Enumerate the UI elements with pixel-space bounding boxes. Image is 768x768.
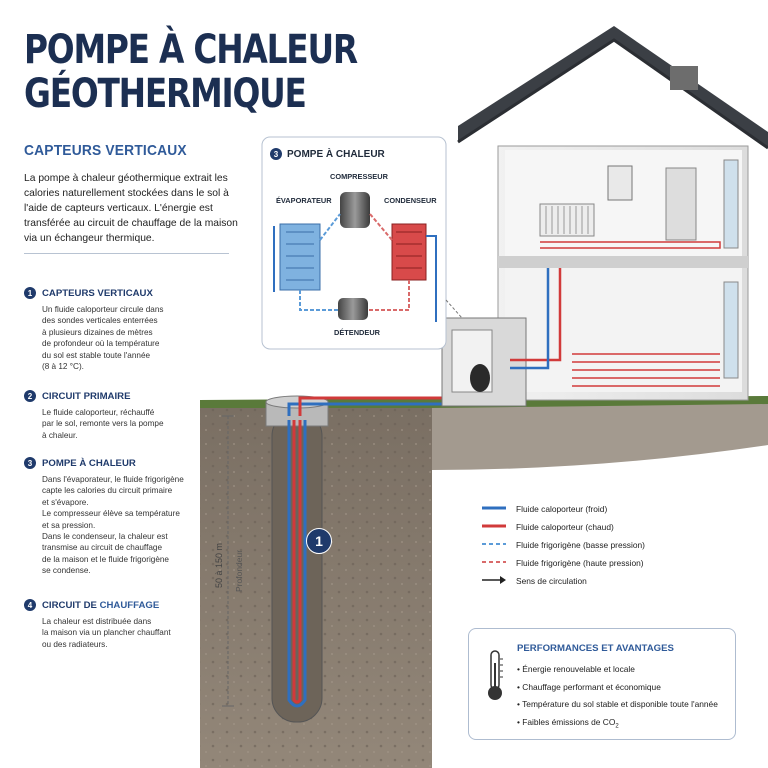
legend-label: Fluide frigorigène (basse pression) bbox=[516, 540, 645, 550]
legend-label: Fluide frigorigène (haute pression) bbox=[516, 558, 644, 568]
performance-item: • Chauffage performant et économique bbox=[517, 679, 718, 697]
condenser-label: CONDENSEUR bbox=[384, 196, 437, 205]
page-title-line2: GÉOTHERMIQUE bbox=[24, 71, 306, 117]
intro-text: La pompe à chaleur géothermique extrait les calories naturellement stockées dans le sol à l'aide de capteurs verticaux. L'énergie est transférée au circuit de chauffage de la maison via un échangeur thermique. bbox=[24, 173, 238, 244]
depth-label: 50 à 150 m bbox=[214, 542, 224, 588]
legend-item bbox=[516, 554, 645, 572]
step-3-title: POMPE À CHALEUR bbox=[42, 457, 136, 469]
step-3-desc: Dans l'évaporateur, le fluide frigorigène capte les calories du circuit primaire et s'évapore. Le compresseur élève sa température et sa pression. Dans le condenseur, la chaleur est transmise au circuit de chauffage de la maison et le fluide frigorigène se condense. bbox=[42, 475, 184, 576]
step-3-badge: 3 bbox=[24, 457, 36, 469]
performance-item: • Température du sol stable et disponible toute l'année bbox=[517, 696, 718, 714]
legend-item bbox=[516, 536, 645, 554]
legend-label: Fluide caloporteur (chaud) bbox=[516, 522, 614, 532]
step-4-title-b: CHAUFFAGE bbox=[99, 599, 160, 611]
inset-badge: 3 bbox=[270, 148, 282, 160]
performance-list bbox=[517, 661, 718, 731]
legend-item bbox=[516, 500, 645, 518]
co2-text: Faibles émissions de CO bbox=[522, 716, 616, 727]
step-1-badge: 1 bbox=[24, 287, 36, 299]
performance-item-co2 bbox=[517, 714, 718, 732]
step-1-desc: Un fluide caloporteur circule dans des sondes verticales enterrées à plusieurs dizaines de mètres de profondeur où la température du sol est stable toute l'année (8 à 12 °C). bbox=[42, 305, 164, 372]
step-4-badge: 4 bbox=[24, 599, 36, 611]
co2-subscript: 2 bbox=[615, 723, 619, 730]
performance-item: • Énergie renouvelable et locale bbox=[517, 661, 718, 679]
legend-label: Fluide caloporteur (froid) bbox=[516, 504, 608, 514]
legend-label: Sens de circulation bbox=[516, 576, 587, 586]
inset-title-text: POMPE À CHALEUR bbox=[287, 148, 385, 160]
step-2-title: CIRCUIT PRIMAIRE bbox=[42, 390, 131, 402]
performance-title: PERFORMANCES ET AVANTAGES bbox=[517, 643, 674, 654]
step-2-desc: Le fluide caloporteur, réchauffé par le sol, remonte vers la pompe à chaleur. bbox=[42, 408, 164, 440]
legend-item bbox=[516, 518, 645, 536]
compressor-label: COMPRESSEUR bbox=[330, 172, 388, 181]
heat-pump-inset bbox=[262, 137, 462, 349]
legend-item bbox=[516, 572, 645, 590]
thermometer-icon bbox=[485, 649, 505, 703]
step-4-title-a: CIRCUIT DE bbox=[42, 599, 100, 611]
subtitle: CAPTEURS VERTICAUX bbox=[24, 142, 187, 159]
page-title-line1: POMPE À CHALEUR bbox=[24, 27, 357, 73]
expansion-valve-label: DÉTENDEUR bbox=[334, 328, 380, 337]
legend bbox=[482, 500, 645, 590]
step-2-badge: 2 bbox=[24, 390, 36, 402]
depth-caption: Profondeur bbox=[234, 549, 244, 592]
performance-box bbox=[468, 628, 736, 740]
evaporator-label: ÉVAPORATEUR bbox=[276, 196, 332, 205]
inset-title bbox=[270, 148, 385, 160]
well-badge: 1 bbox=[306, 528, 332, 554]
step-1-title: CAPTEURS VERTICAUX bbox=[42, 287, 153, 299]
step-4-desc: La chaleur est distribuée dans la maison via un plancher chauffant ou des radiateurs. bbox=[42, 617, 171, 649]
